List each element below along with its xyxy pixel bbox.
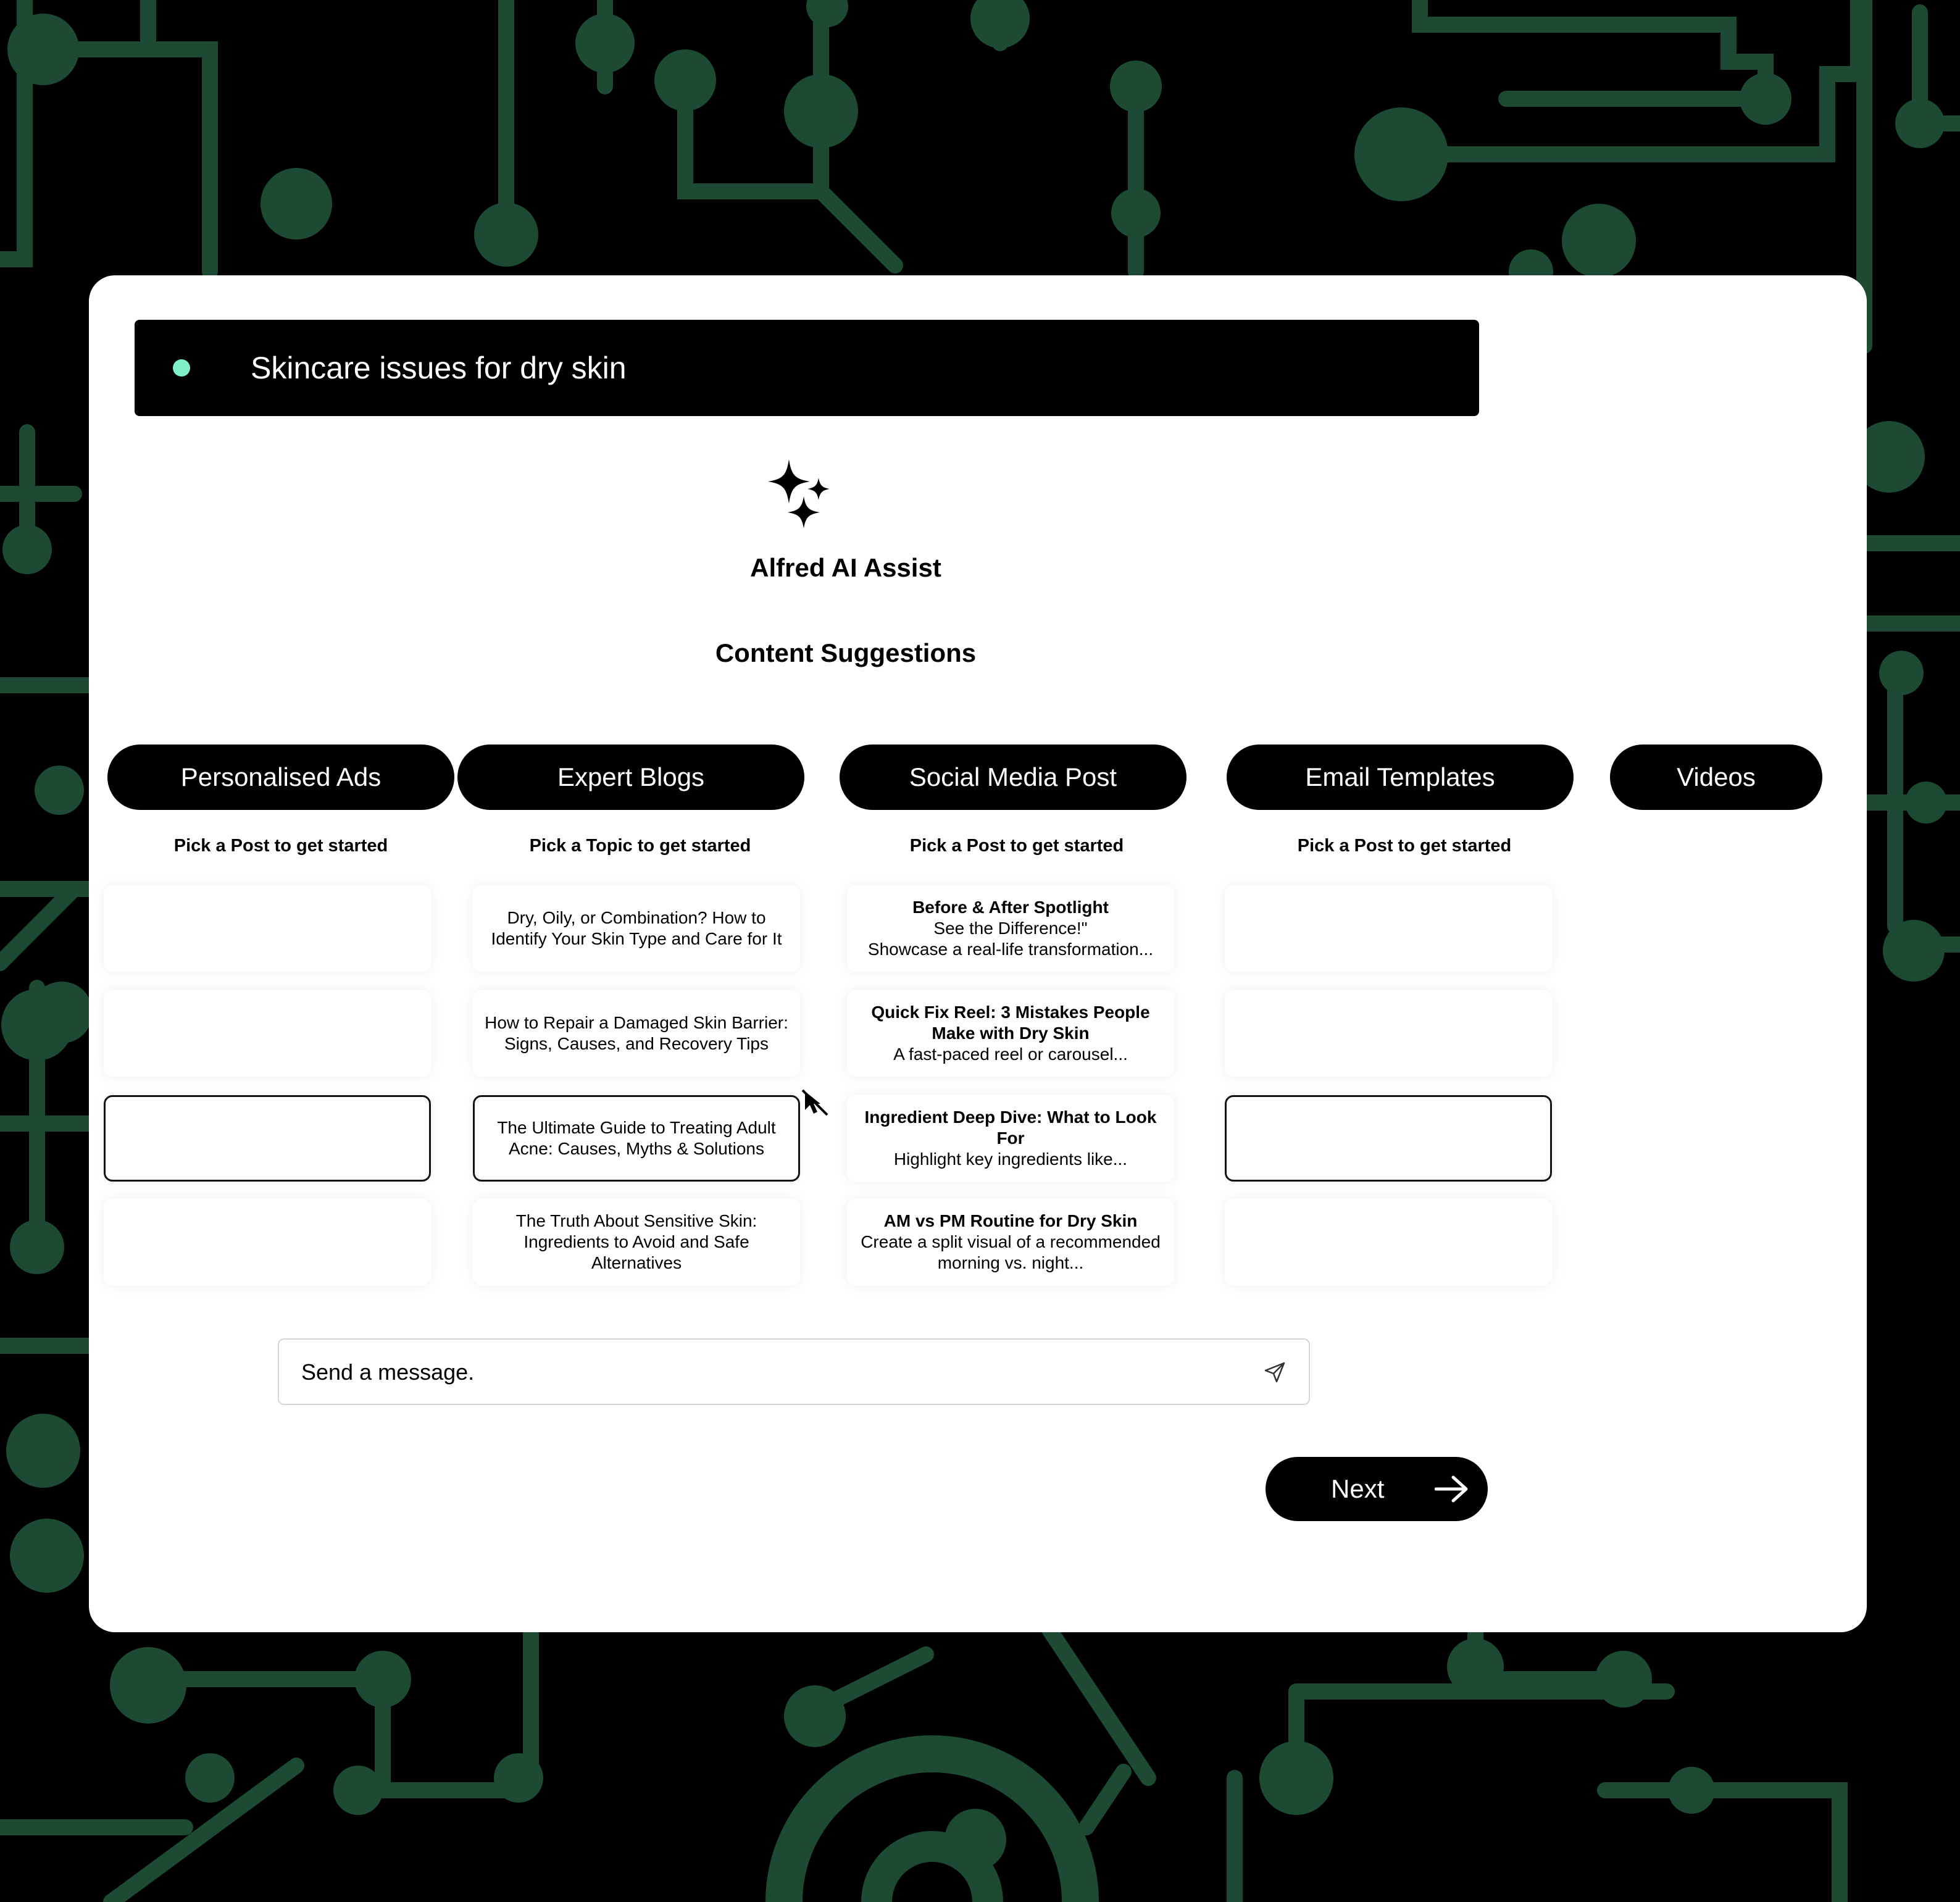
social-post-card[interactable] — [847, 990, 1174, 1077]
topic-bar — [135, 320, 1479, 416]
arrow-right-icon — [1435, 1475, 1469, 1503]
ad-card[interactable] — [104, 990, 431, 1077]
social-post-subtitle: See the Difference!" — [933, 919, 1088, 938]
status-dot — [173, 359, 190, 377]
blog-card[interactable] — [473, 885, 800, 972]
ads-hint: Pick a Post to get started — [173, 836, 388, 856]
ad-card[interactable] — [104, 1095, 431, 1182]
social-post-body: Highlight key ingredients like... — [893, 1149, 1128, 1169]
tab-social-media-post[interactable]: Social Media Post — [840, 745, 1186, 810]
cursor-icon — [801, 1089, 830, 1117]
social-post-title: AM vs PM Routine for Dry Skin — [883, 1211, 1138, 1230]
assistant-title: Alfred AI Assist — [750, 553, 941, 582]
blog-card-title: The Truth About Sensitive Skin: Ingredients to Avoid and Safe Alternatives — [515, 1211, 757, 1272]
social-post-card[interactable] — [847, 885, 1174, 972]
email-template-card[interactable] — [1225, 990, 1552, 1077]
message-box — [278, 1338, 1310, 1405]
tab-email-templates[interactable]: Email Templates — [1227, 745, 1574, 810]
social-post-title: Ingredient Deep Dive: What to Look For — [864, 1107, 1157, 1148]
blog-card[interactable] — [473, 1199, 800, 1285]
tab-personalised-ads[interactable]: Personalised Ads — [107, 745, 454, 810]
ad-card[interactable] — [104, 885, 431, 972]
social-post-card[interactable] — [847, 1199, 1174, 1285]
email-template-card[interactable] — [1225, 1095, 1552, 1182]
blog-card[interactable] — [473, 990, 800, 1077]
blog-card-title: The Ultimate Guide to Treating Adult Acne: Causes, Myths & Solutions — [497, 1118, 776, 1158]
social-post-body: Create a split visual of a recommended morning vs. night... — [861, 1232, 1161, 1272]
next-button[interactable] — [1266, 1457, 1488, 1521]
email-template-card[interactable] — [1225, 1199, 1552, 1285]
sparkle-icon — [768, 459, 841, 532]
social-post-body: Showcase a real-life transformation... — [867, 940, 1154, 959]
social-post-card[interactable] — [847, 1095, 1174, 1182]
send-icon[interactable] — [1264, 1362, 1285, 1383]
social-hint: Pick a Post to get started — [909, 836, 1124, 856]
blogs-hint: Pick a Topic to get started — [529, 836, 751, 856]
next-button-label: Next — [1331, 1474, 1385, 1503]
email-template-card[interactable] — [1225, 885, 1552, 972]
email-hint: Pick a Post to get started — [1297, 836, 1512, 856]
social-post-title: Quick Fix Reel: 3 Mistakes People Make with Dry Skin — [871, 1003, 1150, 1043]
tab-expert-blogs[interactable]: Expert Blogs — [457, 745, 804, 810]
topic-text: Skincare issues for dry skin — [251, 351, 627, 385]
social-post-title: Before & After Spotlight — [912, 898, 1109, 917]
social-post-body: A fast-paced reel or carousel... — [893, 1045, 1128, 1064]
blog-card-title: How to Repair a Damaged Skin Barrier: Signs, Causes, and Recovery Tips — [485, 1013, 788, 1053]
section-title: Content Suggestions — [715, 638, 977, 667]
ad-card[interactable] — [104, 1199, 431, 1285]
blog-card-title: Dry, Oily, or Combination? How to Identify Your Skin Type and Care for It — [491, 908, 782, 948]
content-panel — [89, 275, 1867, 1632]
message-input[interactable] — [300, 1340, 1228, 1405]
tab-videos[interactable]: Videos — [1610, 745, 1822, 810]
blog-card[interactable] — [473, 1095, 800, 1182]
